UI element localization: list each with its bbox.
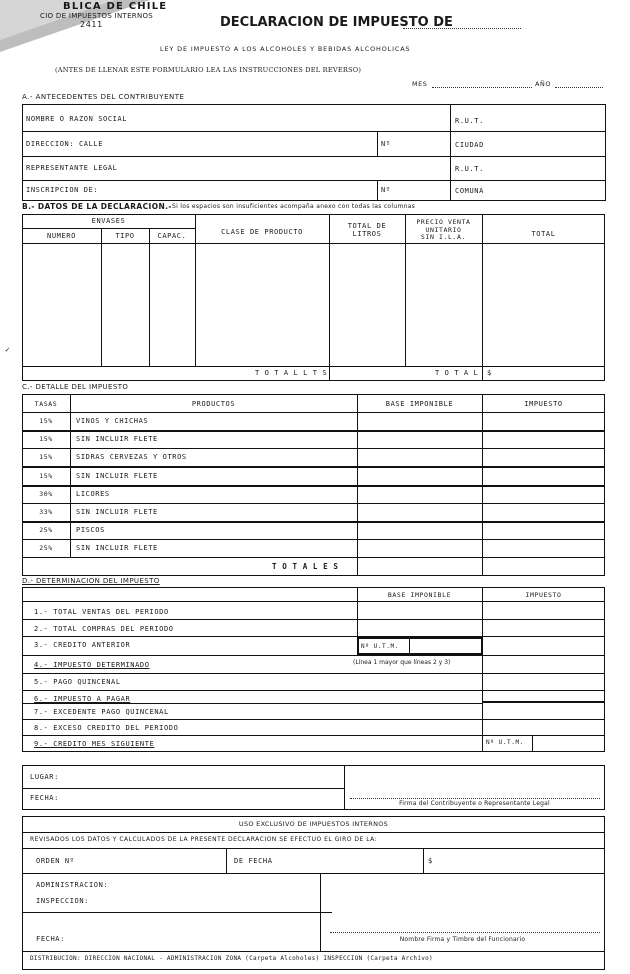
totales-label: T O T A L E S — [272, 562, 339, 571]
d-base-imponible-header: BASE IMPONIBLE — [387, 591, 452, 599]
mes-label: MES — [412, 80, 428, 88]
envases-header: ENVASES — [91, 217, 126, 225]
anio-label: AÑO — [535, 80, 551, 88]
row-divider — [22, 832, 605, 833]
col-divider — [423, 848, 424, 873]
rut-field[interactable]: R.U.T. — [455, 117, 484, 125]
de-fecha-field[interactable]: DE FECHA — [234, 857, 273, 865]
fecha-internal-field[interactable]: FECHA: — [36, 935, 65, 943]
col-divider — [70, 394, 71, 557]
d-row-1: 1.- TOTAL VENTAS DEL PERIODO — [34, 608, 169, 616]
producto-cell: SIN INCLUIR FLETE — [76, 435, 158, 443]
col-divider — [532, 735, 533, 752]
funcionario-label: Nombre Firma y Timbre del Funcionario — [399, 936, 526, 943]
mes-field[interactable] — [432, 87, 532, 88]
tasa-cell: 25% — [39, 544, 53, 552]
detalle-entry-cells[interactable] — [358, 413, 604, 575]
d-row-8: 8.- EXCESO CREDITO DEL PERIODO — [34, 724, 179, 732]
tipo-header: TIPO — [115, 232, 135, 240]
d-row-7: 7.- EXCEDENTE PAGO QUINCENAL — [34, 708, 169, 716]
col-divider — [450, 104, 451, 201]
total-litros-header-2: LITROS — [352, 230, 382, 238]
declaration-entry-area[interactable] — [22, 244, 605, 365]
tasa-cell: 30% — [39, 490, 53, 498]
numero-header: NUMERO — [47, 232, 76, 240]
col-divider — [377, 180, 378, 201]
row-divider — [22, 703, 482, 704]
tasa-cell: 15% — [39, 472, 53, 480]
row-divider — [22, 180, 606, 181]
fecha-field[interactable]: FECHA: — [30, 794, 59, 802]
col-divider — [377, 131, 378, 156]
capac-header: CAPAC. — [157, 232, 187, 240]
row-divider — [22, 951, 605, 952]
d-row-9: 9.- CREDITO MES SIGUIENTE — [34, 740, 155, 748]
anio-field[interactable] — [555, 87, 603, 88]
distribucion-text: DISTRIBUCION: DIRECCION NACIONAL - ADMINISTRACION ZONA (Carpeta Alcoholes) INSPECCION (Carpeta Archivo) — [30, 955, 433, 962]
precio-header-3: SIN I.L.A. — [420, 233, 467, 241]
clase-header: CLASE DE PRODUCTO — [221, 228, 303, 236]
producto-cell: SIN INCLUIR FLETE — [76, 472, 158, 480]
margin-mark: ✓ — [5, 345, 11, 354]
internal-title: USO EXCLUSIVO DE IMPUESTOS INTERNOS — [238, 820, 389, 828]
section-d-title: D.- DETERMINACION DEL IMPUESTO — [22, 577, 160, 585]
administracion-field[interactable]: ADMINISTRACION: — [36, 881, 109, 889]
tasas-header: TASAS — [34, 400, 58, 408]
nombre-field[interactable]: NOMBRE O RAZON SOCIAL — [26, 115, 128, 123]
row-divider — [22, 366, 605, 367]
funcionario-line[interactable] — [330, 932, 600, 933]
section-b-note: Si los espacios son insuficientes acompaña anexo con todas las columnas — [172, 203, 416, 210]
service-label: CIO DE IMPUESTOS INTERNOS — [40, 12, 154, 20]
row-divider — [22, 228, 195, 229]
impuesto-entry-cells[interactable] — [483, 602, 604, 734]
monto-field[interactable]: $ — [428, 857, 433, 865]
comuna-field[interactable]: COMUNA — [455, 187, 484, 195]
ciudad-field[interactable]: CIUDAD — [455, 141, 484, 149]
d-row-4-note: (Línea 1 mayor que líneas 2 y 3) — [353, 659, 451, 666]
producto-cell: SIN INCLUIR FLETE — [76, 544, 158, 552]
tasa-cell: 15% — [39, 417, 53, 425]
producto-cell: LICORES — [76, 490, 110, 498]
section-b-title: B.- DATOS DE LA DECLARACION.- — [22, 202, 172, 211]
row-divider — [22, 131, 606, 132]
productos-header: PRODUCTOS — [191, 400, 236, 408]
representante-field[interactable]: REPRESENTANTE LEGAL — [26, 164, 118, 172]
form-title: DECLARACION DE IMPUESTO DE — [220, 15, 453, 30]
tasa-cell: 15% — [39, 435, 53, 443]
producto-cell: VINOS Y CHICHAS — [76, 417, 149, 425]
total-lts-label: T O T A L L T S — [255, 369, 328, 377]
direccion-field[interactable]: DIRECCION: CALLE — [26, 140, 104, 148]
title-fill-line[interactable] — [403, 28, 521, 29]
row-divider — [22, 788, 344, 789]
d-row-3: 3.- CREDITO ANTERIOR — [34, 641, 131, 649]
row-divider — [22, 156, 606, 157]
form-instruction: (ANTES DE LLENAR ESTE FORMULARIO LEA LAS INSTRUCCIONES DEL REVERSO) — [55, 66, 362, 74]
row-divider — [22, 873, 605, 874]
numero-inscripcion-field[interactable]: Nº — [381, 186, 391, 194]
tasa-cell: 25% — [39, 526, 53, 534]
col-divider — [226, 848, 227, 873]
col-divider — [409, 637, 410, 655]
inspeccion-field[interactable]: INSPECCION: — [36, 897, 89, 905]
d-row-4: 4.- IMPUESTO DETERMINADO — [34, 661, 150, 669]
d-row-6: 6.- IMPUESTO A PAGAR — [34, 695, 131, 703]
numero-field[interactable]: Nº — [381, 140, 391, 148]
inscripcion-field[interactable]: INSCRIPCION DE: — [26, 186, 99, 194]
section-c-title: C.- DETALLE DEL IMPUESTO — [22, 383, 129, 391]
firma-label: Firma del Contribuyente o Representante Legal — [399, 800, 550, 807]
impuesto-header: IMPUESTO — [524, 400, 563, 408]
total-label: T O T A L — [435, 369, 479, 377]
revisados-text: REVISADOS LOS DATOS Y CALCULADOS DE LA PRESENTE DECLARACION SE EFECTUO EL GIRO DE LA: — [30, 836, 378, 843]
producto-cell: SIDRAS CERVEZAS Y OTROS — [76, 453, 187, 461]
form-subtitle: LEY DE IMPUESTO A LOS ALCOHOLES Y BEBIDAS ALCOHOLICAS — [160, 45, 411, 53]
precio-header-2: UNITARIO — [425, 226, 462, 234]
form-number: 2411 — [80, 20, 103, 29]
producto-cell: PISCOS — [76, 526, 105, 534]
d-row-5: 5.- PAGO QUINCENAL — [34, 678, 121, 686]
row-divider — [22, 912, 332, 913]
d-impuesto-header: IMPUESTO — [525, 591, 562, 599]
lugar-field[interactable]: LUGAR: — [30, 773, 59, 781]
producto-cell: SIN INCLUIR FLETE — [76, 508, 158, 516]
total-header: TOTAL — [531, 230, 556, 238]
row-divider — [22, 848, 605, 849]
total-currency: $ — [487, 369, 492, 377]
section-a-title: A.- ANTECEDENTES DEL CONTRIBUYENTE — [22, 93, 185, 101]
utm-label-1: Nº U.T.M. — [361, 643, 399, 650]
orden-field[interactable]: ORDEN Nº — [36, 857, 75, 865]
total-litros-header-1: TOTAL DE — [347, 222, 387, 230]
d-row-2: 2.- TOTAL COMPRAS DEL PERIODO — [34, 625, 174, 633]
base-imponible-header: BASE IMPONIBLE — [385, 400, 454, 408]
firma-line[interactable] — [350, 798, 600, 799]
country-label: BLICA DE CHILE — [63, 1, 168, 12]
tasa-cell: 33% — [39, 508, 53, 516]
utm-label-2: Nº U.T.M. — [486, 739, 524, 746]
precio-header-1: PRECIO VENTA — [416, 218, 471, 226]
tasa-cell: 15% — [39, 453, 53, 461]
rut-representante-field[interactable]: R.U.T. — [455, 165, 484, 173]
